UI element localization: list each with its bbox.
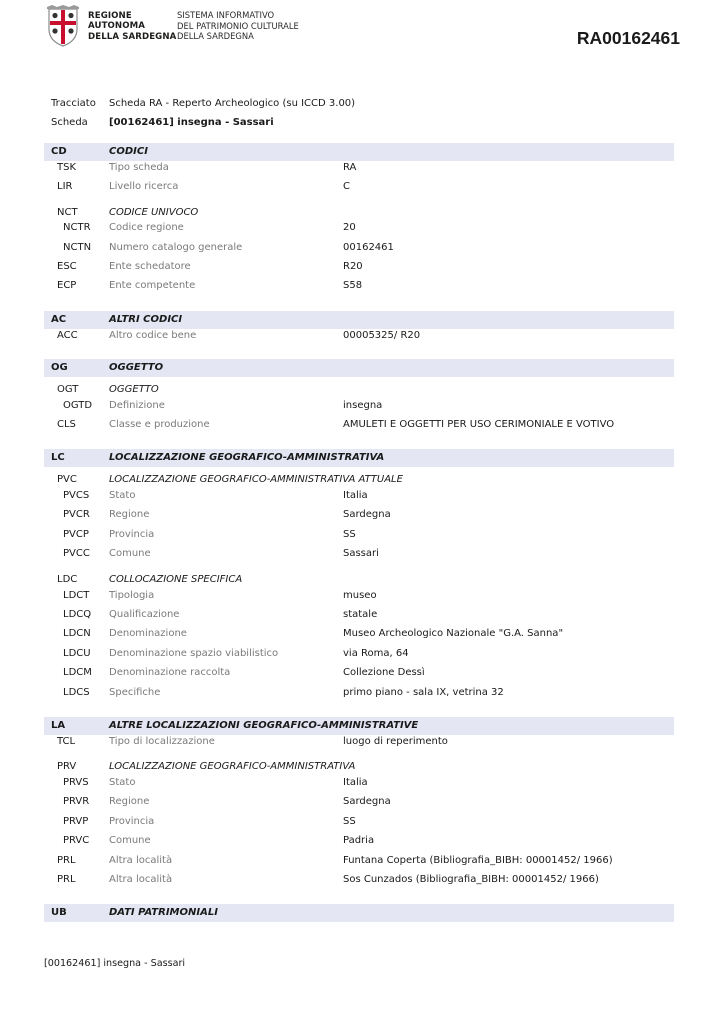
group-title: OGGETTO bbox=[109, 384, 159, 395]
field-code: LDCU bbox=[63, 648, 91, 659]
field-value: Italia bbox=[343, 777, 368, 788]
field-value: via Roma, 64 bbox=[343, 648, 409, 659]
field-label: Comune bbox=[109, 835, 151, 846]
field-label: Regione bbox=[109, 796, 150, 807]
field-label: Definizione bbox=[109, 400, 165, 411]
field-code: LDCT bbox=[63, 590, 90, 601]
field-label: Comune bbox=[109, 548, 151, 559]
field-code: ACC bbox=[57, 330, 78, 341]
group-title: LOCALIZZAZIONE GEOGRAFICO-AMMINISTRATIVA bbox=[109, 761, 356, 772]
section-code: CD bbox=[51, 146, 67, 157]
field-value: Sos Cunzados (Bibliografia_BIBH: 00001452/ 1966) bbox=[343, 874, 599, 885]
field-code: PVCR bbox=[63, 509, 90, 520]
field-value: Padria bbox=[343, 835, 375, 846]
group-code: OGT bbox=[57, 384, 79, 395]
field-label: Ente schedatore bbox=[109, 261, 191, 272]
field-value: insegna bbox=[343, 400, 383, 411]
field-label: Altra località bbox=[109, 855, 173, 866]
field-label: Denominazione bbox=[109, 628, 187, 639]
field-value: statale bbox=[343, 609, 378, 620]
field-value: Sardegna bbox=[343, 796, 391, 807]
field-value: Italia bbox=[343, 490, 368, 501]
group-code: PRV bbox=[57, 761, 77, 772]
field-label: Ente competente bbox=[109, 280, 196, 291]
field-code: TCL bbox=[57, 736, 76, 747]
section-title: CODICI bbox=[109, 146, 148, 157]
field-value: Sardegna bbox=[343, 509, 391, 520]
field-code: NCTN bbox=[63, 242, 92, 253]
tracciato-label: Tracciato bbox=[51, 98, 96, 109]
field-value: RA bbox=[343, 162, 357, 173]
field-value: 00005325/ R20 bbox=[343, 330, 421, 341]
field-value: Sassari bbox=[343, 548, 379, 559]
section-title: ALTRE LOCALIZZAZIONI GEOGRAFICO-AMMINISTRATIVE bbox=[109, 720, 419, 731]
field-value: Collezione Dessì bbox=[343, 667, 425, 678]
field-label: Stato bbox=[109, 490, 136, 501]
field-code: TSK bbox=[57, 162, 77, 173]
field-label: Provincia bbox=[109, 816, 155, 827]
field-label: Altro codice bene bbox=[109, 330, 197, 341]
field-value: 00162461 bbox=[343, 242, 394, 253]
field-label: Regione bbox=[109, 509, 150, 520]
group-code: LDC bbox=[57, 574, 78, 585]
field-code: LIR bbox=[57, 181, 73, 192]
system-info bbox=[177, 10, 299, 42]
scheda-label: Scheda bbox=[51, 117, 88, 128]
field-value: museo bbox=[343, 590, 377, 601]
field-value: 20 bbox=[343, 222, 356, 233]
brand-line: REGIONE bbox=[88, 11, 132, 21]
field-label: Provincia bbox=[109, 529, 155, 540]
field-label: Stato bbox=[109, 777, 136, 788]
field-value: SS bbox=[343, 529, 356, 540]
field-code: ESC bbox=[57, 261, 77, 272]
field-value: AMULETI E OGGETTI PER USO CERIMONIALE E VOTIVO bbox=[343, 419, 615, 430]
field-label: Codice regione bbox=[109, 222, 184, 233]
group-code: PVC bbox=[57, 474, 77, 485]
field-code: PRVS bbox=[63, 777, 89, 788]
field-label: Specifiche bbox=[109, 687, 161, 698]
field-code: PRL bbox=[57, 874, 76, 885]
group-title: COLLOCAZIONE SPECIFICA bbox=[109, 574, 243, 585]
field-code: OGTD bbox=[63, 400, 93, 411]
field-code: PVCP bbox=[63, 529, 89, 540]
field-code: PVCC bbox=[63, 548, 90, 559]
section-code: AC bbox=[51, 314, 67, 325]
brand-line: AUTONOMA bbox=[88, 21, 146, 32]
field-code: NCTR bbox=[63, 222, 91, 233]
field-label: Tipo scheda bbox=[109, 162, 169, 173]
section-title: OGGETTO bbox=[109, 362, 164, 373]
field-value: C bbox=[343, 181, 350, 192]
field-code: PRVP bbox=[63, 816, 89, 827]
field-value: Museo Archeologico Nazionale "G.A. Sanna" bbox=[343, 628, 564, 639]
group-code: NCT bbox=[57, 207, 78, 218]
field-label: Altra località bbox=[109, 874, 173, 885]
field-value: primo piano - sala IX, vetrina 32 bbox=[343, 687, 504, 698]
field-code: LDCM bbox=[63, 667, 92, 678]
region-crest-logo bbox=[44, 5, 82, 47]
region-brand bbox=[88, 11, 176, 42]
field-label: Classe e produzione bbox=[109, 419, 210, 430]
field-value: SS bbox=[343, 816, 356, 827]
section-title: DATI PATRIMONIALI bbox=[109, 907, 218, 918]
system-line: DELLA SARDEGNA bbox=[177, 31, 254, 42]
field-code: PVCS bbox=[63, 490, 90, 501]
section-code: LC bbox=[51, 452, 65, 463]
field-code: PRVR bbox=[63, 796, 90, 807]
field-label: Livello ricerca bbox=[109, 181, 179, 192]
field-code: ECP bbox=[57, 280, 77, 291]
field-code: LDCQ bbox=[63, 609, 92, 620]
tracciato-value: Scheda RA - Reperto Archeologico (su ICCD 3.00) bbox=[109, 98, 356, 109]
field-label: Qualificazione bbox=[109, 609, 180, 620]
field-value: S58 bbox=[343, 280, 363, 291]
page-footer: [00162461] insegna - Sassari bbox=[44, 958, 186, 969]
field-value: R20 bbox=[343, 261, 363, 272]
field-value: luogo di reperimento bbox=[343, 736, 448, 747]
section-code: OG bbox=[51, 362, 68, 373]
field-code: LDCN bbox=[63, 628, 91, 639]
section-code: LA bbox=[51, 720, 66, 731]
system-line: DEL PATRIMONIO CULTURALE bbox=[177, 20, 299, 31]
group-title: CODICE UNIVOCO bbox=[109, 207, 199, 218]
section-code: UB bbox=[51, 907, 67, 918]
field-label: Tipologia bbox=[109, 590, 155, 601]
scheda-value: [00162461] insegna - Sassari bbox=[109, 117, 274, 128]
field-code: CLS bbox=[57, 419, 76, 430]
section-title: LOCALIZZAZIONE GEOGRAFICO-AMMINISTRATIVA bbox=[109, 452, 385, 463]
section-title: ALTRI CODICI bbox=[109, 314, 183, 325]
group-title: LOCALIZZAZIONE GEOGRAFICO-AMMINISTRATIVA ATTUALE bbox=[109, 474, 403, 485]
field-code: PRVC bbox=[63, 835, 90, 846]
field-value: Funtana Coperta (Bibliografia_BIBH: 00001452/ 1966) bbox=[343, 855, 613, 866]
field-label: Tipo di localizzazione bbox=[109, 736, 215, 747]
field-label: Numero catalogo generale bbox=[109, 242, 243, 253]
field-label: Denominazione spazio viabilistico bbox=[109, 648, 279, 659]
field-label: Denominazione raccolta bbox=[109, 667, 231, 678]
field-code: PRL bbox=[57, 855, 76, 866]
field-code: LDCS bbox=[63, 687, 90, 698]
brand-line: DELLA SARDEGNA bbox=[88, 31, 177, 42]
record-code-title: RA00162461 bbox=[576, 28, 680, 48]
system-line: SISTEMA INFORMATIVO bbox=[177, 10, 275, 20]
